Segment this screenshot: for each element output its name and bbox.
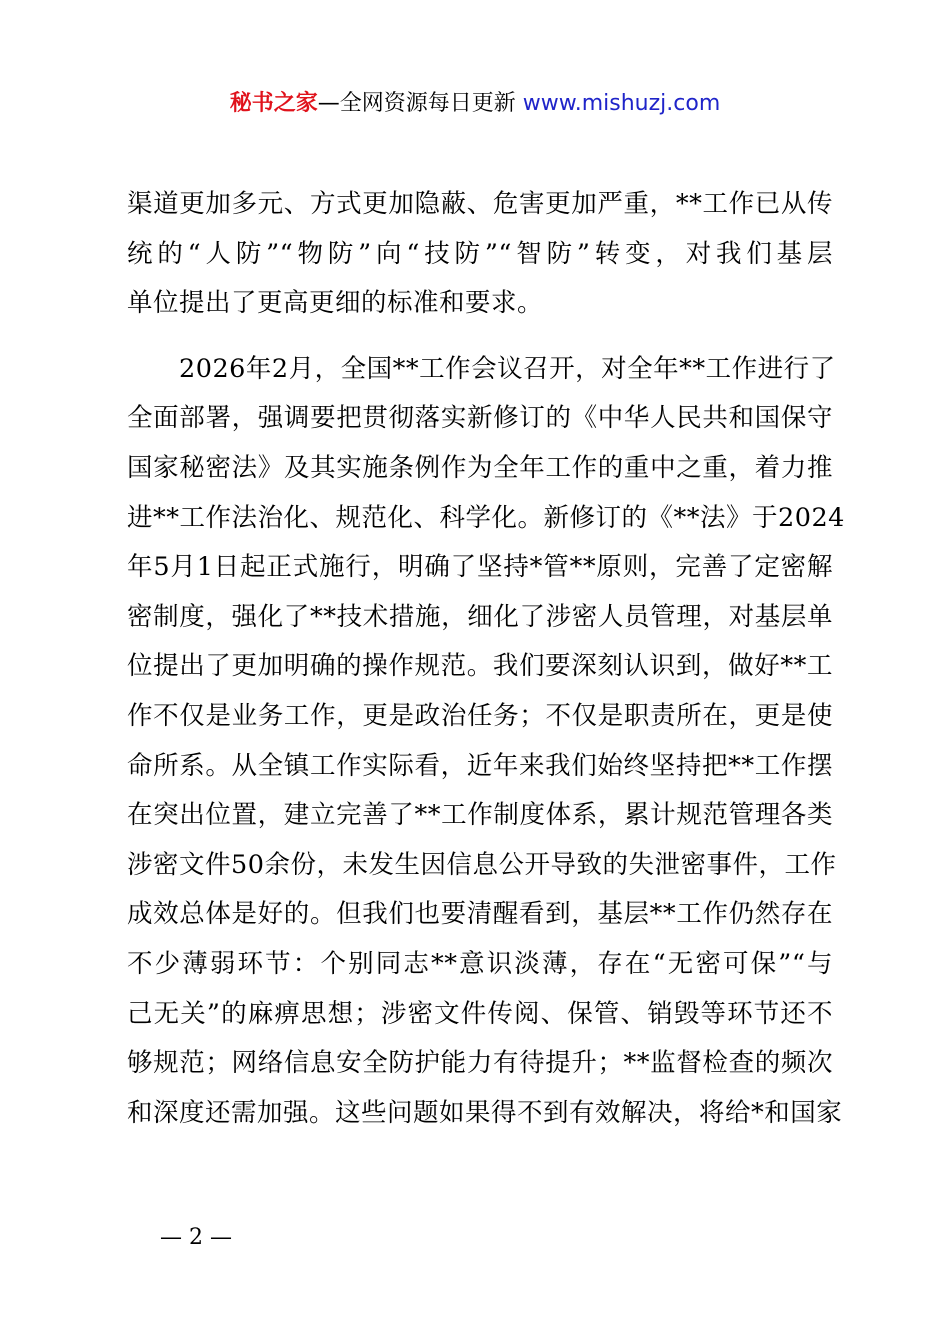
- paragraph-2-line: 密制度，强化了**技术措施，细化了涉密人员管理，对基层单: [127, 601, 833, 632]
- paragraph-2-line: 全面部署，强调要把贯彻落实新修订的《中华人民共和国保守: [127, 403, 833, 434]
- paragraph-gap: [127, 329, 833, 345]
- paragraph-2-line: 和深度还需加强。这些问题如果得不到有效解决，将给*和国家: [127, 1097, 843, 1128]
- paragraph-2-line: 作不仅是业务工作，更是政治任务；不仅是职责所在，更是使: [127, 700, 833, 731]
- brand-name: 秘书之家: [229, 91, 318, 116]
- paragraph-1-line: 渠道更加多元、方式更加隐蔽、危害更加严重，**工作已从传: [127, 189, 833, 219]
- paragraph-1-line: 统的“人防”“物防”向“技防”“智防”转变，对我们基层: [127, 238, 833, 269]
- paragraph-2-line: 不少薄弱环节：个别同志**意识淡薄，存在“无密可保”“与: [127, 948, 833, 979]
- paragraph-2-line: 在突出位置，建立完善了**工作制度体系，累计规范管理各类: [127, 800, 833, 831]
- header-tagline: —全网资源每日更新: [317, 91, 523, 116]
- paragraph-2-line: 国家秘密法》及其实施条例作为全年工作的重中之重，着力推: [127, 452, 833, 483]
- paragraph-2-line: 命所系。从全镇工作实际看，近年来我们始终坚持把**工作摆: [127, 750, 833, 781]
- page-number: — 2 —: [160, 1225, 232, 1250]
- paragraph-2-line: 成效总体是好的。但我们也要清醒看到，基层**工作仍然存在: [127, 899, 833, 930]
- site-url-link[interactable]: www.mishuzj.com: [522, 91, 721, 116]
- paragraph-2-line: 涉密文件50余份，未发生因信息公开导致的失泄密事件，工作: [127, 849, 837, 880]
- paragraph-1-line: 单位提出了更高更细的标准和要求。: [127, 288, 544, 319]
- paragraph-2-line: 年5月1日起正式施行，明确了坚持*管**原则，完善了定密解: [127, 552, 833, 583]
- paragraph-2-line: 2026年2月，全国**工作会议召开，对全年**工作进行了: [127, 353, 836, 384]
- document-body: [127, 180, 845, 1138]
- site-header: [0, 88, 950, 120]
- paragraph-2-line: 位提出了更加明确的操作规范。我们要深刻认识到，做好**工: [127, 651, 833, 682]
- paragraph-2-line: 进**工作法治化、规范化、科学化。新修订的《**法》于2024: [127, 502, 845, 533]
- paragraph-2-line: 够规范；网络信息安全防护能力有待提升；**监督检查的频次: [127, 1048, 833, 1079]
- paragraph-2-line: 己无关”的麻痹思想；涉密文件传阅、保管、销毁等环节还不: [127, 998, 833, 1029]
